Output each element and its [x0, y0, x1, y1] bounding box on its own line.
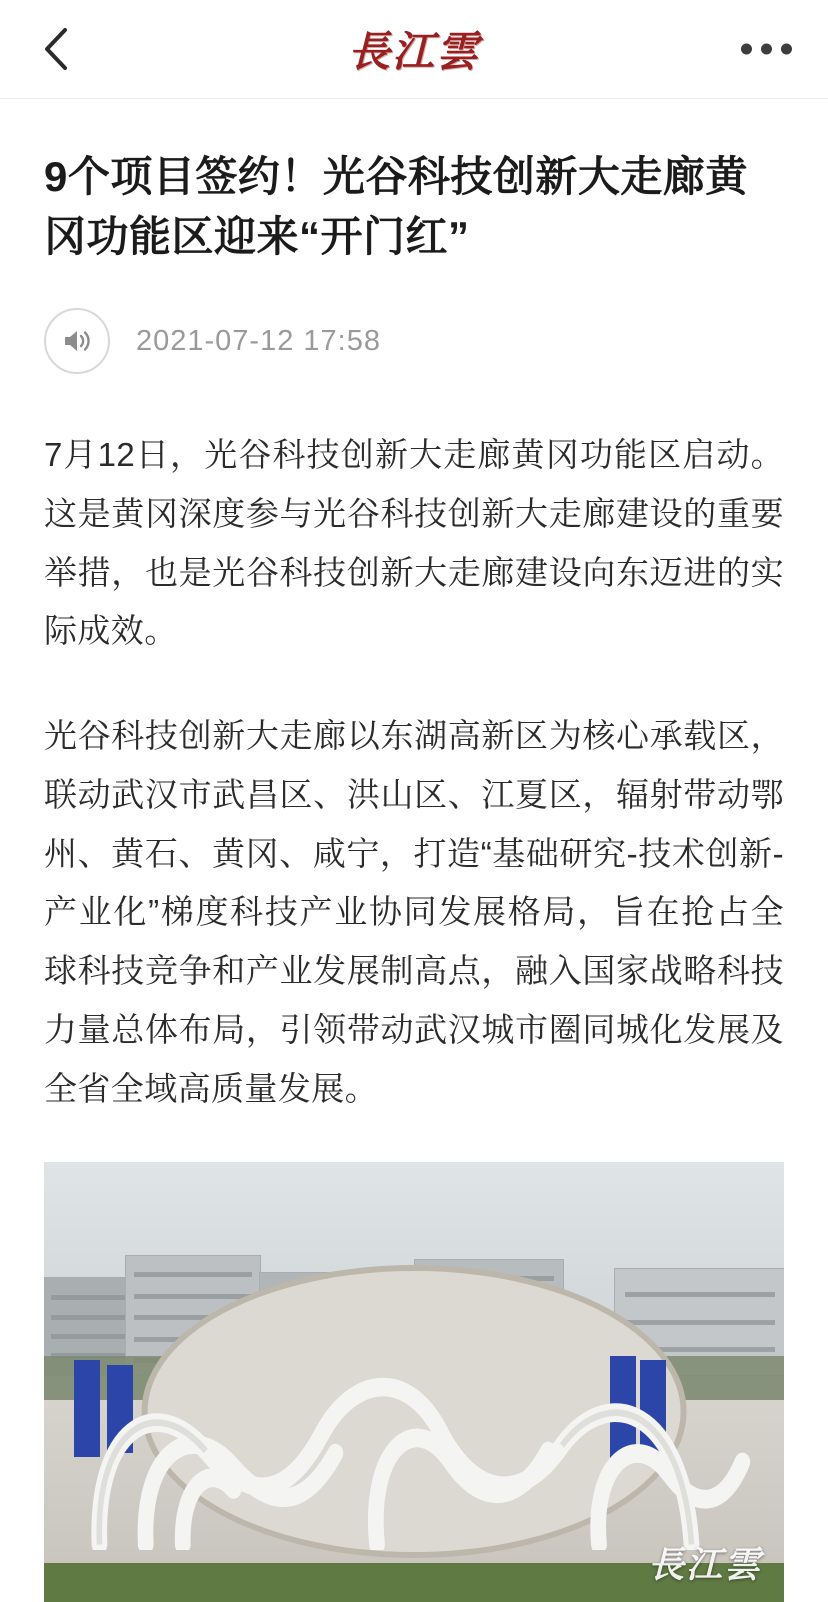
page-title: 9个项目签约！光谷科技创新大走廊黄冈功能区迎来“开门红”: [44, 153, 748, 260]
article-meta: [44, 308, 784, 374]
chevron-left-icon: [41, 26, 71, 72]
audio-play-button[interactable]: [44, 308, 110, 374]
article-paragraph: 7月12日，光谷科技创新大走廊黄冈功能区启动。这是黄冈深度参与光谷科技创新大走廊建设的重要举措，也是光谷科技创新大走廊建设向东迈进的实际成效。: [44, 436, 784, 650]
article-photo: [44, 1162, 784, 1602]
photo-watermark: 長江雲: [647, 1545, 762, 1586]
publish-timestamp: 2021-07-12 17:58: [136, 324, 381, 357]
back-button[interactable]: [34, 27, 78, 71]
ellipsis-icon-dot: [761, 44, 772, 55]
article-body: [44, 426, 784, 1118]
top-navigation-bar: [0, 0, 828, 99]
ellipsis-icon-dot: [781, 44, 792, 55]
article-paragraph: 光谷科技创新大走廊以东湖高新区为核心承载区，联动武汉市武昌区、洪山区、江夏区，辐射带动鄂州、黄石、黄冈、咸宁，打造“基础研究-技术创新-产业化”梯度科技产业协同发展格局，旨在抢占全球科技竞争和产业发展制高点，融入国家战略科技力量总体布局，引领带动武汉城市圈同城化发展及全省全域高质量发展。: [44, 717, 784, 1107]
photo-sculpture: [44, 1330, 784, 1550]
more-options-button[interactable]: [741, 44, 792, 55]
ellipsis-icon-dot: [741, 44, 752, 55]
article-container: [0, 147, 828, 1602]
speaker-icon: [61, 327, 93, 355]
site-logo: 長江雲: [347, 30, 480, 76]
